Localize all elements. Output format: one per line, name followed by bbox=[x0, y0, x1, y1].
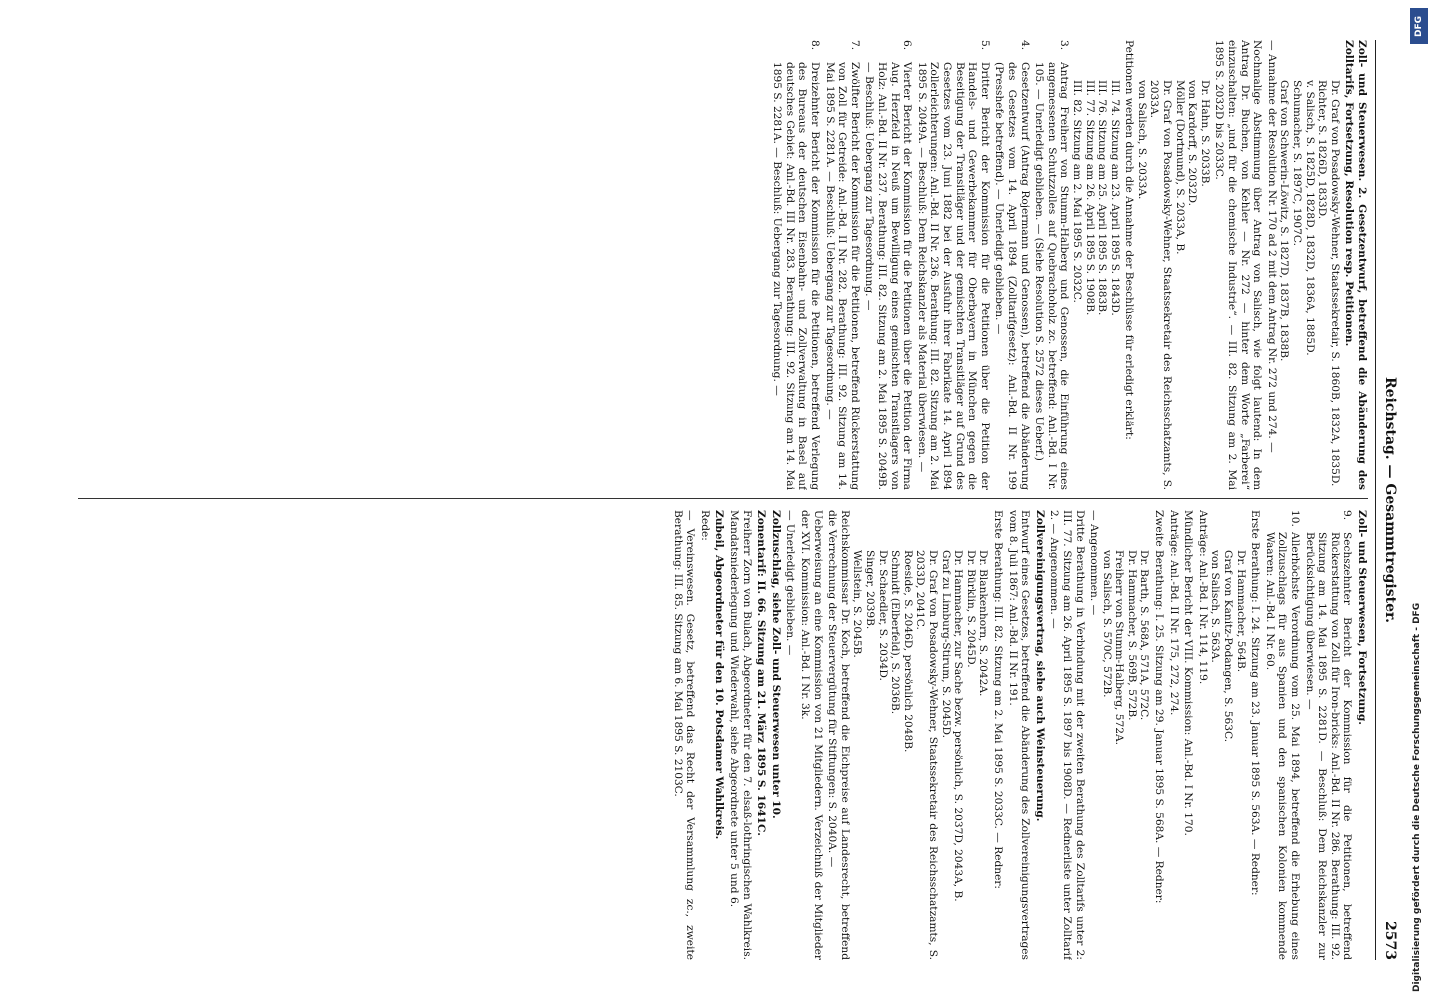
dfg-sidebar bbox=[1408, 0, 1432, 1000]
page-header bbox=[1375, 40, 1398, 960]
speaker-reference: Freiherr von Stumm-Halberg, 572A. bbox=[1113, 550, 1126, 746]
digitization-note: Digitalisierung gefördert durch die Deutsche Forschungsgemeinschaft - DFG bbox=[1412, 602, 1422, 992]
speaker-reference: von Kardorff, S. 2032D. bbox=[1186, 80, 1199, 207]
speaker-reference: Schumacher, S. 1897C, 1907C. bbox=[1291, 80, 1304, 246]
register-paragraph: Petitionen werden durch die Annahme der Beschlüsse für erledigt erklärt: bbox=[1123, 40, 1136, 440]
register-paragraph: Nochmalige Abstimmung über Antrag von Salisch, wie folgt lautend: In dem Antrag Dr. Buchen, von Kehler — Nr. 272 — hinter dem Worte „Farberei“ einzuschalten: „und für die chemische Industrie“. — III. 82. Sitzung am 2. Mai 1895 S. 2032D bis 2033C. bbox=[1213, 40, 1264, 490]
speaker-reference: III. 77. Sitzung am 26. April 1895 S. 1908B. bbox=[1083, 80, 1096, 316]
speaker-reference: Dr. Graf von Posadowsky-Wehner, Staatssekretair des Reichsschatzamts, S. 2033D, 2041C. bbox=[914, 550, 939, 960]
speaker-reference: Dr. Graf von Posadowsky-Wehner, Staatssekretair, S. 1860B, 1832A, 1835D. bbox=[1328, 80, 1341, 487]
register-paragraph: Freiherr Zorn von Bulach, Abgeordneter für den 7. elsaß-lothringischen Wahlkreis. Mandatsniederlegung und Wiederwahl, siehe Abgeordnete unter 5 und 6. bbox=[728, 510, 753, 960]
speaker-reference: III. 82. Sitzung am 2. Mai 1895 S. 2032C. bbox=[1070, 80, 1083, 303]
item-text: Zwölfter Bericht der Kommission für die Petitionen, betreffend Rückerstattung von Zoll für Getreide: Anl.-Bd. II Nr. 282. Berathung: III. 92. Sitzung am 14. Mai 1895 S. 2281A. — Beschluß: Uebergang zur Tagesordnung. — bbox=[823, 62, 861, 490]
speaker-reference: Graf von Kanitz-Podangen, S. 563C. bbox=[1222, 550, 1235, 743]
page-number: 2573 bbox=[1382, 921, 1398, 960]
register-heading: Zollzuschlag, siehe Zoll- und Steuerwesen unter 10. bbox=[769, 510, 782, 819]
speaker-reference: Roeside, S. 2046D, persönlich 2048B. bbox=[901, 550, 914, 753]
speaker-reference: Möller (Dortmund), S. 2033A, B. bbox=[1173, 80, 1186, 255]
register-item bbox=[993, 40, 1031, 490]
register-heading: Zollvereinigungsvertrag, siehe auch Weinsteuerung. bbox=[1033, 510, 1046, 822]
speaker-reference: Dr. Barth, S. 568A, 571A, 572C. bbox=[1138, 550, 1151, 721]
left-column bbox=[78, 40, 1368, 490]
speaker-reference: von Salisch, S. 570C, 572B. bbox=[1100, 550, 1113, 698]
register-paragraph: Erste Berathung: III. 82. Sitzung am 2. Mai 1895 S. 2033C. — Redner: bbox=[991, 510, 1004, 889]
item-text: Dreizehnter Bericht der Kommission für die Petitionen, betreffend Verlegung des Bureaus der deutschen Eisenbahn- und Zollverwaltung in Basel auf deutsches Gebiet: Anl.-Bd. III Nr. 283. Berathung: III. 92. Sitzung am 14. Mai 1895 S. 2281A. — Beschluß: Uebergang zur Tagesordnung. — bbox=[771, 62, 822, 490]
register-item bbox=[771, 40, 821, 490]
speaker-reference: Graf zu Limburg-Stirum, S. 2045D. bbox=[939, 550, 952, 739]
register-paragraph: Mündlicher Bericht der VIII. Kommission: Anl.-Bd. I Nr. 170. bbox=[1182, 510, 1195, 836]
speaker-reference: Dr. Blankenhorn, S. 2042A. bbox=[977, 550, 990, 697]
speaker-reference: Singer, 2039B. bbox=[864, 550, 877, 630]
register-paragraph: Reichskommissar Dr. Koch, betreffend die Eichpreise auf Landesrecht, betreffend die Verrechnung der Steuervergütung für Stiftungen: S. 2040A. — bbox=[826, 510, 851, 960]
speaker-reference: Wellstein, S. 2045B. bbox=[851, 550, 864, 658]
register-paragraph: Dritte Berathung in Verbindung mit der zweiten Berathung des Zolltarifs unter 2: III. 77. Sitzung am 26. April 1895 S. 1897 bis 1908D. — Rednerliste unter Zolltarif 2. — Angenommen. — bbox=[1048, 510, 1086, 960]
item-text: Gesetzentwurf (Antrag Rojermann und Genossen), betreffend die Abänderung des Gesetzes vom 14. April 1894 (Zolltarifgesetz): Anl.-Bd. II Nr. 199 (Presshefe betreffend). — Unerledigt geblieben. — bbox=[993, 62, 1031, 490]
item-text: Dritter Bericht der Kommission für die Petitionen über die Petition der Handels- und Gewerbekammer für Oberbayern in München gegen die Beseitigung der Transitläger und der gemischten Transitläger auf Grund des Gesetzes vom 23. Juni 1882 bei der Ausfuhr ihrer Fabrikate 14. April 1894 Zollerleichterungen: Anl.-Bd. II Nr. 236. Berathung: III. 82. Sitzung am 2. Mai 1895 S. 2049A. — Beschluß: Dem Reichskanzler als Material überwiesen. — bbox=[915, 62, 991, 490]
item-number: 7. bbox=[848, 40, 861, 51]
column-divider bbox=[78, 498, 1368, 499]
item-number: 10. bbox=[1289, 510, 1302, 527]
register-item bbox=[915, 40, 991, 490]
register-paragraph: Anträge: Anl.-Bd. I Nr. 114, 119. bbox=[1196, 510, 1209, 685]
speaker-reference: Dr. Hammacher, zur Sache bezw. persönlich, S. 2037D, 2043A, B. bbox=[952, 550, 965, 902]
item-text: Sechszehnter Bericht der Kommission für die Petitionen, betreffend Rückerstattung von Zoll für Iron-bricks: Anl.-Bd. II Nr. 286. Berathung: III. 92. Sitzung am 14. Mai 1895 S. 2281D. — Beschluß: Dem Reichskanzler zur Berücksichtigung überwiesen. — bbox=[1303, 532, 1354, 960]
register-paragraph: — Annahme der Resolution Nr. 170 ad 2 mit dem Antrag Nr. 272 und 274. — bbox=[1265, 40, 1278, 453]
speaker-reference: Dr. Hahn, S. 2033B. bbox=[1198, 80, 1211, 187]
register-heading: Zubeil, Abgeordneter für den 10. Potsdamer Wahlkreis. bbox=[713, 510, 726, 840]
speaker-reference: Dr. Bürklin, S. 2045D. bbox=[964, 550, 977, 668]
register-paragraph: Ueberweisung an eine Kommission von 21 Mitgliedern. Verzeichniß der Mitglieder der XVI. Kommission: Anl.-Bd. I Nr. 3k. bbox=[799, 510, 824, 960]
item-number: 8. bbox=[809, 40, 822, 51]
register-paragraph: Anträge: Anl.-Bd. II Nr. 175, 272, 274. bbox=[1167, 510, 1180, 716]
item-number: 3. bbox=[1058, 40, 1071, 51]
speaker-reference: Dr. Graf von Posadowsky-Wehner, Staatssekretair des Reichsschatzamts, S. 2033A. bbox=[1148, 80, 1174, 490]
speaker-reference: III. 74. Sitzung am 23. April 1895 S. 1843D. bbox=[1108, 80, 1121, 316]
register-heading: Zoll- und Steuerwesen, Fortsetzung. bbox=[1356, 510, 1368, 725]
speaker-reference: III. 76. Sitzung am 25. April 1895 S. 1883B. bbox=[1096, 80, 1109, 316]
page-title: Reichstag. — Gesammtregister. bbox=[1382, 377, 1398, 623]
item-number: 6. bbox=[901, 40, 914, 51]
register-paragraph: Rede: bbox=[698, 510, 711, 541]
speaker-reference: Dr. Hammacher, S. 569B, 572B. bbox=[1125, 550, 1138, 721]
speaker-reference: von Salisch, S. 563A. bbox=[1209, 550, 1222, 663]
register-item bbox=[1303, 510, 1353, 960]
speaker-reference: Schmidt (Elberfeld), S. 2036B. bbox=[889, 550, 902, 715]
speaker-reference: von Salisch, S. 2033A. bbox=[1135, 80, 1148, 200]
speaker-reference: Dr. Schaedler, S. 2034D. bbox=[876, 550, 889, 681]
right-column bbox=[78, 510, 1368, 960]
item-number: 9. bbox=[1341, 510, 1354, 521]
register-item bbox=[1033, 40, 1071, 490]
register-item bbox=[1263, 510, 1301, 960]
register-paragraph: — Vereinswesen. Gesetz, betreffend das Recht der Versammlung zc., zweite Berathung: III. 85. Sitzung am 6. Mai 1895 S. 2103C. bbox=[671, 510, 697, 960]
speaker-reference: Graf von Schwerin-Löwitz, S. 1827D, 1837B, 1838B. bbox=[1278, 80, 1291, 362]
item-text: Allerhöchste Verordnung vom 25. Mai 1894, betreffend die Erhebung eines Zollzuschlags für aus Spanien und den spanischen Kolonien kommende Waaren: Anl.-Bd. I Nr. 60. bbox=[1263, 532, 1302, 960]
item-text: Antrag Freiherr von Stumm-Halberg und Genossen, die Einführung eines angemessenen Schutzzolles auf Quebrachoholz zc. betreffend: Anl.-Bd. I Nr. 105. — Unerledigt geblieben. — (Siehe Resolution S. 2572 dieses Ueberf.) bbox=[1033, 62, 1071, 490]
register-item bbox=[823, 40, 861, 490]
item-number: 4. bbox=[1018, 40, 1031, 51]
register-paragraph: Erste Berathung: I. 24. Sitzung am 23. Januar 1895 S. 563A. — Redner: bbox=[1249, 510, 1262, 896]
register-heading: Zonentarif: II. 66. Sitzung am 21. März 1895 S. 1641C. bbox=[755, 510, 768, 836]
speaker-reference: Dr. Hammacher, 564B. bbox=[1234, 550, 1247, 673]
speaker-reference: v. Salisch, S. 1825D, 1828D, 1832D, 1836A, 1885D. bbox=[1303, 80, 1316, 356]
register-heading: Zoll- und Steuerwesen. 2. Gesetzentwurf, betreffend die Abänderung des Zolltarifs, Fortsetzung, Resolution resp. Petitionen. bbox=[1343, 40, 1368, 490]
item-number: 5. bbox=[978, 40, 991, 51]
item-text: Vierter Bericht der Kommission für die Petitionen über die Petition der Firma Aug. Herzfeld in Neuß um Bewilligung eines gemischten Transitlagers von Holz: Anl.-Bd. II Nr. 237. Berathung: III. 82. Sitzung am 2. Mai 1895 S. 2049B. — Beschluß: Uebergang zur Tagesordnung. — bbox=[863, 62, 914, 490]
dfg-logo: DFG bbox=[1410, 8, 1428, 44]
register-paragraph: — Unerledigt geblieben. — bbox=[784, 510, 797, 656]
register-paragraph: Entwurf eines Gesetzes, betreffend die Abänderung des Zollvereinigungsvertrages vom 8. Juli 1867: Anl.-Bd. II Nr. 191. bbox=[1006, 510, 1032, 960]
register-paragraph: — Angenommen. — bbox=[1088, 510, 1101, 616]
register-item bbox=[863, 40, 913, 490]
register-paragraph: Zweite Berathung: I. 25. Sitzung am 29. Januar 1895 S. 568A. — Redner: bbox=[1153, 510, 1166, 904]
speaker-reference: Richter, S. 1826D, 1833D. bbox=[1316, 80, 1329, 220]
